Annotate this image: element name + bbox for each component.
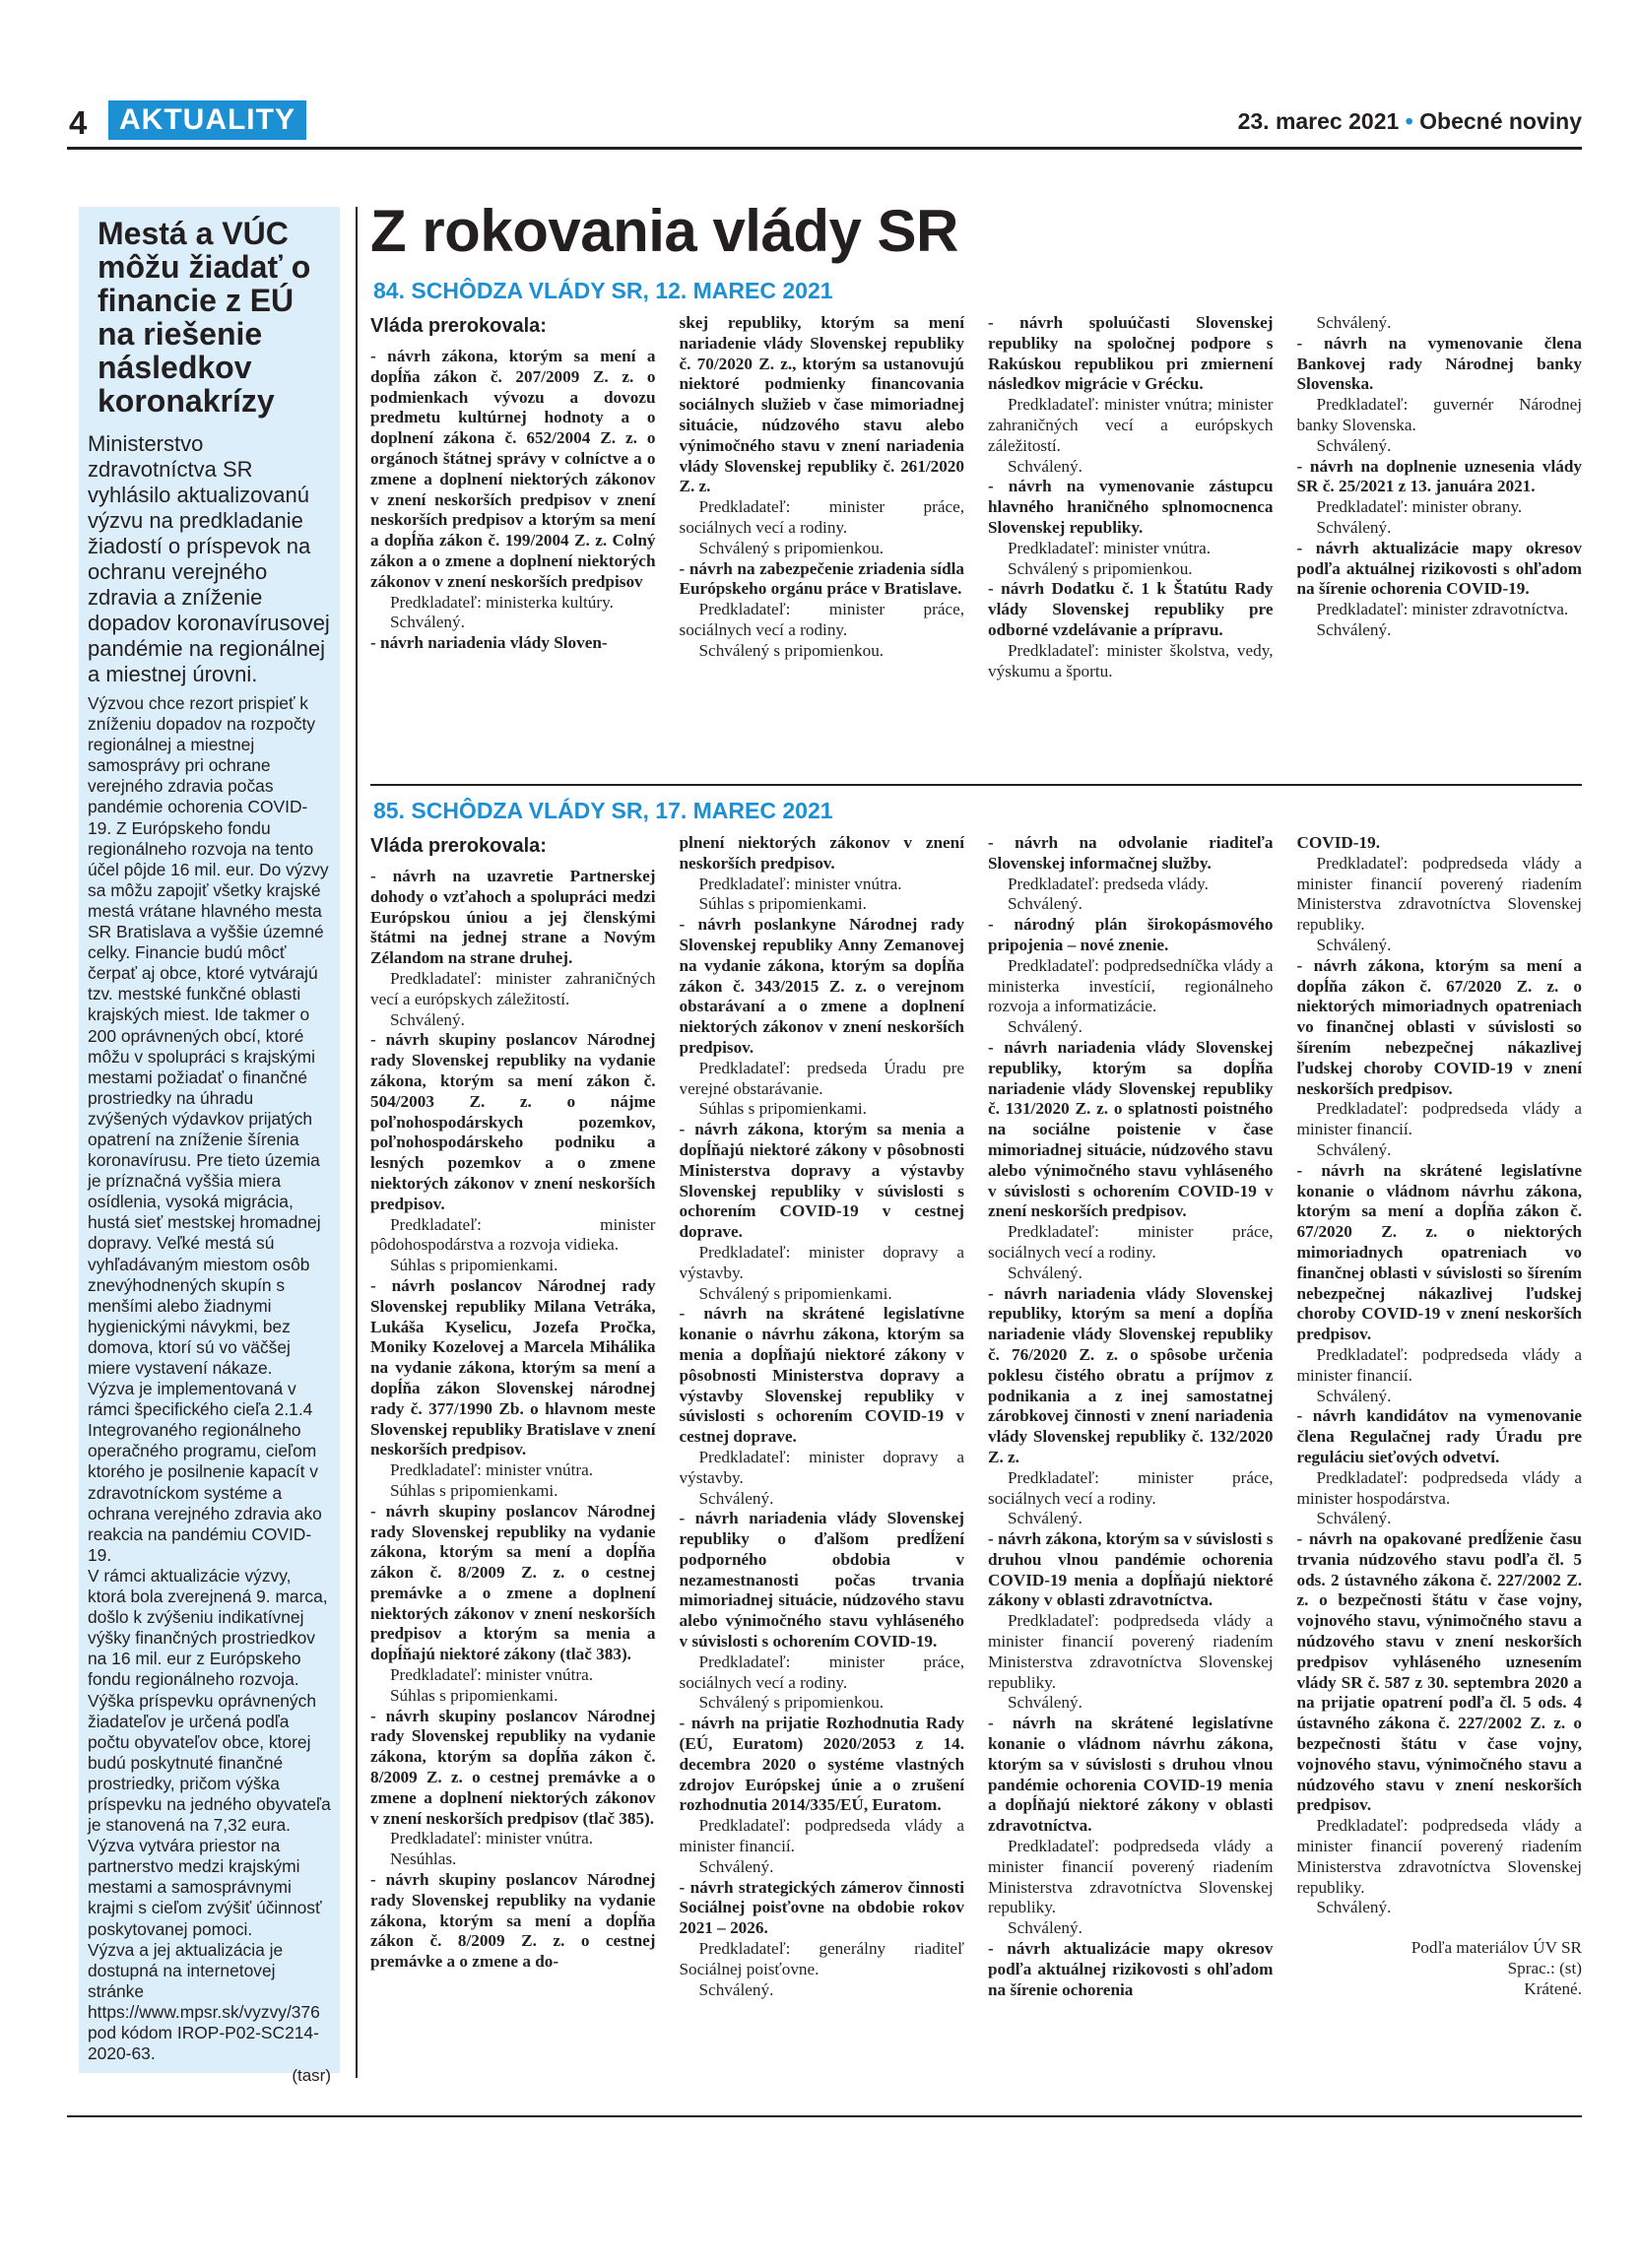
agenda-note: Predkladateľ: minister vnútra. xyxy=(1008,538,1212,557)
paper-name: Obecné noviny xyxy=(1419,108,1582,134)
agenda-item: - návrh Dodatku č. 1 k Štatútu Rady vlády Slovenskej republiky pre odborné vzdelávanie a prípravu. xyxy=(988,579,1274,639)
agenda-note: Schválený. xyxy=(1316,435,1392,455)
agenda-item: - návrh na prijatie Rozhodnutia Rady (EÚ, Euratom) 2020/2053 z 14. decembra 2020 o systéme vlastných zdrojov Európskej únie a o zrušení rozhodnutia 2014/335/EÚ, Euratom. xyxy=(679,1714,964,1815)
agenda-item: COVID-19. xyxy=(1296,833,1381,852)
agenda-item: - návrh na skrátené legislatívne konanie o vládnom návrhu zákona, ktorým sa mení a dopĺňa zákon č. 67/2020 Z. z. o niektorých mimoriadnych opatreniach vo finančnej oblasti v súvislosti so šírením nebezpečnej nákazlivej ľudskej choroby COVID-19 v znení neskorších predpisov. xyxy=(1296,1160,1582,1344)
agenda-item: - návrh na skrátené legislatívne konanie o vládnom návrhu zákona, ktorým sa v súvislosti s druhou vlnou pandémie ochorenia COVID-19 menia a dopĺňajú niektoré zákony v oblasti zdravotníctva. xyxy=(988,1714,1274,1836)
agenda-note: Schválený. xyxy=(1008,1509,1082,1528)
agenda-note: Predkladateľ: podpredseda vlády a minister financií poverený riadením Ministerstva zdravotníctva Slovenskej republiky. xyxy=(1296,853,1582,935)
agenda-note: Predkladateľ: minister vnútra. xyxy=(390,1829,594,1848)
sidebar-paragraph: Výzvou chce rezort prispieť k zníženiu dopadov na rozpočty regionálnej a miestnej samosprávy pri ochrane verejného zdravia počas pandémie ochorenia COVID-19. Z Európskeho fondu regionálneho rozvoja na tento účel pôjde 16 mil. eur. Do výzvy sa môžu zapojiť všetky krajské mestá vrátane hlavného mesta SR Bratislava a vyššie územné celky. Financie budú môcť čerpať aj obce, ktoré vytvárajú tzv. mestské funkčné oblasti krajských miest. Ide takmer o 200 oprávnených obcí, ktoré môžu v spolupráci s krajskými mestami požiadať o finančné prostriedky na úhradu zvýšených výdavkov prijatých opatrení na zníženie šírenia koronavírusu. Pre tieto územia je príznačná vyššia miera osídlenia, vysoká migrácia, hustá sieť mestskej hromadnej dopravy. Veľké mestá sú vyhľadávaným miestom osôb znevýhodnených skupín s menšími alebo žiadnymi hygienickými návykmi, bez domova, ktorí sú vo väčšej miere vystavení nákaze. xyxy=(88,693,329,1378)
agenda-note: Schválený. xyxy=(1008,1918,1082,1938)
section-label: AKTUALITY xyxy=(108,100,306,140)
text-column xyxy=(370,833,656,2202)
agenda-note: Súhlas s pripomienkami. xyxy=(698,1099,867,1119)
agenda-item: - návrh nariadenia vlády Sloven- xyxy=(370,633,608,653)
source-note: Podľa materiálov ÚV SR xyxy=(1410,1938,1582,1958)
column-divider xyxy=(356,207,358,2078)
agenda-note: Schválený. xyxy=(1316,1139,1392,1159)
meeting-85 xyxy=(370,796,1582,2202)
agenda-note: Súhlas s pripomienkami. xyxy=(390,1685,558,1705)
agenda-item: - návrh spoluúčasti Slovenskej republiky na spoločnej podpore s Rakúskou republikou pri zmiernení následkov migrácie v Grécku. xyxy=(988,313,1274,394)
agenda-item: - návrh poslankyne Národnej rady Slovenskej republiky Anny Zemanovej na vydanie zákona, ktorým sa dopĺňa zákon č. 343/2015 Z. z. o verejnom obstarávaní a o zmene a doplnení niektorých zákonov v znení neskorších predpisov. xyxy=(679,915,964,1057)
agenda-item: - návrh na odvolanie riaditeľa Slovenskej informačnej služby. xyxy=(988,833,1274,873)
agenda-note: Schválený. xyxy=(1316,1386,1392,1405)
agenda-note: Schválený. xyxy=(698,1979,774,1999)
page-number: 4 xyxy=(69,104,88,141)
agenda-item: - návrh na vymenovanie zástupcu hlavného hraničného splnomocnenca Slovenskej republiky. xyxy=(988,477,1274,537)
separator-dot: • xyxy=(1405,108,1413,134)
agenda-note: Súhlas s pripomienkami. xyxy=(698,894,867,914)
column-heading: Vláda prerokovala: xyxy=(370,835,547,857)
bottom-rule xyxy=(67,2115,1582,2117)
agenda-note: Predkladateľ: minister vnútra. xyxy=(698,874,902,893)
agenda-item: - návrh na skrátené legislatívne konanie o návrhu zákona, ktorým sa menia a dopĺňajú niektoré zákony v pôsobnosti Ministerstva dopravy a výstavby Slovenskej republiky v súvislosti s ochorením COVID-19 v cestnej doprave. xyxy=(679,1304,964,1447)
agenda-note: Predkladateľ: podpredseda vlády a minister financií poverený riadením Ministerstva zdravotníctva Slovenskej republiky. xyxy=(988,1837,1274,1917)
source-note: Krátené. xyxy=(1524,1978,1582,1998)
meeting-heading: 85. SCHÔDZA VLÁDY SR, 17. MAREC 2021 xyxy=(373,798,833,823)
agenda-note: Predkladateľ: predseda vlády. xyxy=(1008,874,1209,893)
agenda-note: Schválený s pripomienkou. xyxy=(698,640,885,660)
agenda-note: Schválený. xyxy=(1008,894,1082,914)
sidebar-article xyxy=(79,207,340,2086)
agenda-note: Predkladateľ: podpredseda vlády a minister hospodárstva. xyxy=(1296,1467,1582,1508)
agenda-note: Predkladateľ: podpredseda vlády a minister financií. xyxy=(679,1816,964,1856)
agenda-note: Schválený. xyxy=(698,1856,774,1876)
agenda-note: Predkladateľ: predseda Úradu pre verejné obstarávanie. xyxy=(679,1058,964,1098)
agenda-note: Schválený s pripomienkou. xyxy=(698,538,885,557)
agenda-note: Predkladateľ: minister školstva, vedy, výskumu a športu. xyxy=(988,640,1274,680)
text-column xyxy=(680,833,965,2202)
agenda-note: Schválený. xyxy=(1008,1263,1082,1282)
agenda-note: Predkladateľ: podpredseda vlády a minister financií poverený riadením Ministerstva zdravotníctva Slovenskej republiky. xyxy=(988,1611,1274,1692)
agenda-note: Schválený. xyxy=(1316,313,1392,332)
agenda-item: - návrh skupiny poslancov Národnej rady Slovenskej republiky na vydanie zákona, ktorým sa dopĺňa zákon č. 8/2009 Z. z. o cestnej premávke a o zmene a doplnení niektorých zákonov v znení neskorších predpisov (tlač 385). xyxy=(370,1706,656,1828)
agenda-note: Predkladateľ: podpredseda vlády a minister financií poverený riadením Ministerstva zdravotníctva Slovenskej republiky. xyxy=(1296,1816,1582,1897)
agenda-note: Schválený. xyxy=(390,1009,465,1029)
agenda-note: Predkladateľ: minister práce, sociálnych vecí a rodiny. xyxy=(988,1222,1274,1262)
column-heading: Vláda prerokovala: xyxy=(370,315,547,337)
main-article xyxy=(370,197,1582,2202)
agenda-note: Schválený s pripomienkou. xyxy=(1008,558,1193,578)
agenda-note: Predkladateľ: podpredseda vlády a minister financií. xyxy=(1296,1344,1582,1385)
agenda-note: Predkladateľ: generálny riaditeľ Sociálnej poisťovne. xyxy=(679,1939,964,1978)
agenda-note: Predkladateľ: minister vnútra. xyxy=(390,1665,594,1685)
agenda-note: Predkladateľ: minister práce, sociálnych vecí a rodiny. xyxy=(988,1467,1274,1508)
agenda-note: Predkladateľ: minister obrany. xyxy=(1316,497,1523,517)
agenda-item: - návrh na vymenovanie člena Bankovej rady Národnej banky Slovenska. xyxy=(1296,333,1582,394)
spacer xyxy=(1297,1918,1583,1938)
agenda-note: Schválený. xyxy=(390,613,465,632)
agenda-item: - návrh nariadenia vlády Slovenskej republiky o ďalšom predĺžení podporného obdobia v nezamestnanosti počas trvania mimoriadnej situácie, núdzového stavu alebo výnimočného stavu vyhláseného v súvislosti s ochorením COVID-19. xyxy=(679,1509,964,1652)
agenda-note: Nesúhlas. xyxy=(390,1849,457,1869)
sidebar-source: (tasr) xyxy=(292,2066,331,2086)
sidebar-lead: Ministerstvo zdravotníctva SR vyhlásilo aktualizovanú výzvu na predkladanie žiadostí o príspevok na ochranu verejného zdravia a zníženie dopadov koronavírusovej pandémie na regionálnej a miestnej úrovni. xyxy=(88,431,330,686)
sidebar-title: Mestá a VÚC môžu žiadať o financie z EÚ na riešenie následkov koronakrízy xyxy=(98,216,311,419)
agenda-note: Predkladateľ: minister vnútra. xyxy=(390,1460,594,1480)
agenda-note: Schválený. xyxy=(1316,935,1392,954)
agenda-item: skej republiky, ktorým sa mení nariadenie vlády Slovenskej republiky č. 70/2020 Z. z., ktorým sa ustanovujú niektoré podmienky financovania sociálnych služieb v čase mimoriadnej situácie, núdzového stavu alebo výnimočného stavu v znení nariadenia vlády Slovenskej republiky č. 261/2020 Z. z. xyxy=(679,313,964,496)
agenda-note: Schválený. xyxy=(1316,517,1392,537)
agenda-note: Schválený. xyxy=(1008,1017,1082,1037)
text-column xyxy=(988,313,1274,784)
sidebar-paragraph: Výzva je implementovaná v rámci špecifického cieľa 2.1.4 Integrovaného regionálneho operačného programu, cieľom ktorého je posilnenie kapacít v zdravotníckom systéme a ochrana verejného zdravia ako reakcia na pandémiu COVID-19. xyxy=(88,1379,322,1565)
meeting-columns xyxy=(370,313,1582,786)
agenda-note: Predkladateľ: guvernér Národnej banky Slovenska. xyxy=(1296,395,1582,434)
article-title: Z rokovania vlády SR xyxy=(370,198,958,264)
agenda-item: - návrh skupiny poslancov Národnej rady Slovenskej republiky na vydanie zákona, ktorým sa mení a dopĺňa zákon č. 8/2009 Z. z. o cestnej premávke a o zmene a do- xyxy=(370,1870,656,1972)
text-column xyxy=(1297,313,1583,784)
agenda-note: Predkladateľ: minister zahraničných vecí a európskych záležitostí. xyxy=(370,968,656,1008)
agenda-item: - návrh nariadenia vlády Slovenskej republiky, ktorým sa dopĺňa nariadenie vlády Slovenskej republiky č. 131/2020 Z. z. o splatnosti poistného na sociálne poistenie v čase mimoriadnej situácie, núdzového stavu alebo výnimočného stavu vyhláseného v súvislosti s ochorením COVID-19 v znení neskorších predpisov. xyxy=(988,1037,1274,1221)
agenda-note: Predkladateľ: ministerka kultúry. xyxy=(390,592,614,612)
header-dateline xyxy=(1238,108,1582,135)
text-column xyxy=(988,833,1274,2202)
agenda-note: Predkladateľ: minister práce, sociálnych vecí a rodiny. xyxy=(679,1652,964,1692)
agenda-item: - návrh nariadenia vlády Slovenskej republiky, ktorým sa mení a dopĺňa nariadenie vlády Slovenskej republiky č. 76/2020 Z. z. o spôsobe určenia poklesu čistého obratu a príjmov z podnikania a z inej samostatnej zárobkovej činnosti v znení nariadenia vlády Slovenskej republiky č. 132/2020 Z. z. xyxy=(988,1283,1274,1466)
agenda-item: - návrh na doplnenie uznesenia vlády SR č. 25/2021 z 13. januára 2021. xyxy=(1296,456,1582,496)
agenda-note: Schválený s pripomienkou. xyxy=(698,1693,885,1713)
agenda-item: - návrh na opakované predĺženie času trvania núdzového stavu podľa čl. 5 ods. 2 ústavného zákona č. 227/2002 Z. z. o bezpečnosti štátu v čase vojny, vojnového stavu, výnimočného stavu a núdzového stavu v znení neskorších predpisov vyhláseného uznesením vlády SR č. 587 z 30. septembra 2020 a na prijatie opatrení podľa čl. 5 ods. 4 ústavného zákona č. 227/2002 Z. z. o bezpečnosti štátu v čase vojny, vojnového stavu, výnimočného stavu a núdzového stavu v znení neskorších predpisov. xyxy=(1296,1529,1582,1815)
agenda-item: - národný plán širokopásmového pripojenia – nové znenie. xyxy=(988,915,1274,954)
agenda-note: Súhlas s pripomienkami. xyxy=(390,1256,558,1275)
agenda-item: - návrh zákona, ktorým sa menia a dopĺňajú niektoré zákony v pôsobnosti Ministerstva dopravy a výstavby Slovenskej republiky v súvislosti s ochorením COVID-19 v cestnej doprave. xyxy=(679,1120,964,1242)
agenda-note: Predkladateľ: minister práce, sociálnych vecí a rodiny. xyxy=(679,497,964,537)
agenda-item: - návrh zákona, ktorým sa v súvislosti s druhou vlnou pandémie ochorenia COVID-19 menia a dopĺňajú niektoré zákony v oblasti zdravotníctva. xyxy=(988,1529,1274,1610)
agenda-item: - návrh skupiny poslancov Národnej rady Slovenskej republiky na vydanie zákona, ktorým sa mení zákon č. 504/2003 Z. z. o nájme poľnohospodárskych pozemkov, poľnohospodárskeho podniku a lesných pozemkov a o zmene niektorých zákonov v znení neskorších predpisov. xyxy=(370,1030,656,1213)
agenda-note: Schválený. xyxy=(1008,1693,1082,1713)
issue-date: 23. marec 2021 xyxy=(1237,108,1400,134)
agenda-note: Predkladateľ: minister dopravy a výstavby. xyxy=(679,1242,964,1282)
text-column xyxy=(370,313,656,784)
agenda-item: - návrh skupiny poslancov Národnej rady Slovenskej republiky na vydanie zákona, ktorým sa mení a dopĺňa zákon č. 8/2009 Z. z. o cestnej premávke a o zmene a doplnení niektorých zákonov v znení neskorších predpisov a ktorým sa menia a dopĺňajú niektoré zákony (tlač 383). xyxy=(370,1501,656,1664)
agenda-note: Predkladateľ: minister dopravy a výstavby. xyxy=(679,1447,964,1487)
agenda-note: Schválený s pripomienkami. xyxy=(698,1283,892,1303)
agenda-item: - návrh strategických zámerov činnosti Sociálnej poisťovne na obdobie rokov 2021 – 2026. xyxy=(679,1877,964,1938)
sidebar-paragraph: V rámci aktualizácie výzvy, ktorá bola zverejnená 9. marca, došlo k zvýšeniu indikatívnej výšky finančných prostriedkov na 16 mil. eur z Európskeho fondu regionálneho rozvoja. Výška príspevku oprávnených žiadateľov je určená podľa počtu obyvateľov obce, ktorej budú poskytnuté finančné prostriedky, pričom výška príspevku na jedného obyvateľa je stanovená na 7,32 eura. Výzva vytvára priestor na partnerstvo medzi krajskými mestami a samosprávnymi krajmi s cieľom zvýšiť účinnosť poskytovanej pomoci. xyxy=(88,1565,331,1939)
agenda-note: Predkladateľ: minister práce, sociálnych vecí a rodiny. xyxy=(679,600,964,639)
agenda-item: plnení niektorých zákonov v znení neskorších predpisov. xyxy=(679,833,964,873)
agenda-item: - návrh zákona, ktorým sa mení a dopĺňa zákon č. 207/2009 Z. z. o podmienkach vývozu a dovozu predmetu kultúrnej hodnoty a o doplnení zákona č. 652/2004 Z. z. o orgánoch štátnej správy v colníctve a o zmene a doplnení niektorých zákonov v znení neskorších predpisov v znení neskorších predpisov a ktorým sa mení a dopĺňa zákon č. 199/2004 Z. z. Colný zákon a o zmene a doplnení niektorých zákonov v znení neskorších predpisov xyxy=(370,347,656,591)
agenda-note: Schválený. xyxy=(1316,1509,1392,1528)
agenda-note: Schválený. xyxy=(1008,456,1082,476)
agenda-note: Predkladateľ: minister pôdohospodárstva a rozvoja vidieka. xyxy=(370,1214,656,1255)
agenda-item: - návrh aktualizácie mapy okresov podľa aktuálnej rizikovosti s ohľadom na šírenie ochorenia xyxy=(988,1939,1274,1999)
agenda-item: - návrh kandidátov na vymenovanie člena Regulačnej rady Úradu pre reguláciu sieťových odvetví. xyxy=(1296,1406,1582,1466)
meeting-heading: 84. SCHÔDZA VLÁDY SR, 12. MAREC 2021 xyxy=(373,278,833,303)
meeting-columns xyxy=(370,833,1582,2202)
page-header xyxy=(67,98,1582,150)
agenda-note: Predkladateľ: minister zdravotníctva. xyxy=(1316,600,1569,619)
text-column xyxy=(1297,833,1583,2202)
agenda-item: - návrh na zabezpečenie zriadenia sídla Európskeho orgánu práce v Bratislave. xyxy=(679,558,964,599)
agenda-item: - návrh zákona, ktorým sa mení a dopĺňa zákon č. 67/2020 Z. z. o niektorých mimoriadnych opatreniach vo finančnej oblasti v súvislosti so šírením nebezpečnej nákazlivej ľudskej choroby COVID-19 v znení neskorších predpisov. xyxy=(1296,955,1582,1098)
agenda-item: - návrh na uzavretie Partnerskej dohody o vzťahoch a spolupráci medzi Európskou úniou a jej členskými štátmi na jednej strane a Novým Zélandom na strane druhej. xyxy=(370,867,656,968)
text-column xyxy=(680,313,965,784)
agenda-note: Predkladateľ: podpredseda vlády a minister financií. xyxy=(1296,1099,1582,1139)
sidebar-paragraph: Výzva a jej aktualizácia je dostupná na internetovej stránke https://www.mpsr.sk/vyzvy/376 pod kódom IROP-P02-SC214-2020-63. xyxy=(88,1939,320,2064)
agenda-note: Schválený. xyxy=(1316,1898,1392,1917)
agenda-note: Predkladateľ: minister vnútra; minister zahraničných vecí a európskych záležitostí. xyxy=(988,395,1274,455)
agenda-note: Schválený. xyxy=(1316,619,1392,639)
agenda-note: Schválený. xyxy=(698,1488,774,1508)
agenda-note: Predkladateľ: podpredsedníčka vlády a ministerka investícií, regionálneho rozvoja a informatizácie. xyxy=(988,955,1274,1016)
agenda-item: - návrh aktualizácie mapy okresov podľa aktuálnej rizikovosti s ohľadom na šírenie ochorenia COVID-19. xyxy=(1296,538,1582,599)
meeting-84 xyxy=(370,276,1582,786)
source-note: Sprac.: (st) xyxy=(1507,1959,1582,1978)
agenda-note: Súhlas s pripomienkami. xyxy=(390,1480,558,1500)
agenda-item: - návrh poslancov Národnej rady Slovenskej republiky Milana Vetráka, Lukáša Kyselicu, Jozefa Pročka, Moniky Kozelovej a Marcela Mihálika na vydanie zákona, ktorým sa mení a dopĺňa zákon Slovenskej národnej rady č. 377/1990 Zb. o hlavnom meste Slovenskej republiky Bratislave v znení neskorších predpisov. xyxy=(370,1275,656,1459)
